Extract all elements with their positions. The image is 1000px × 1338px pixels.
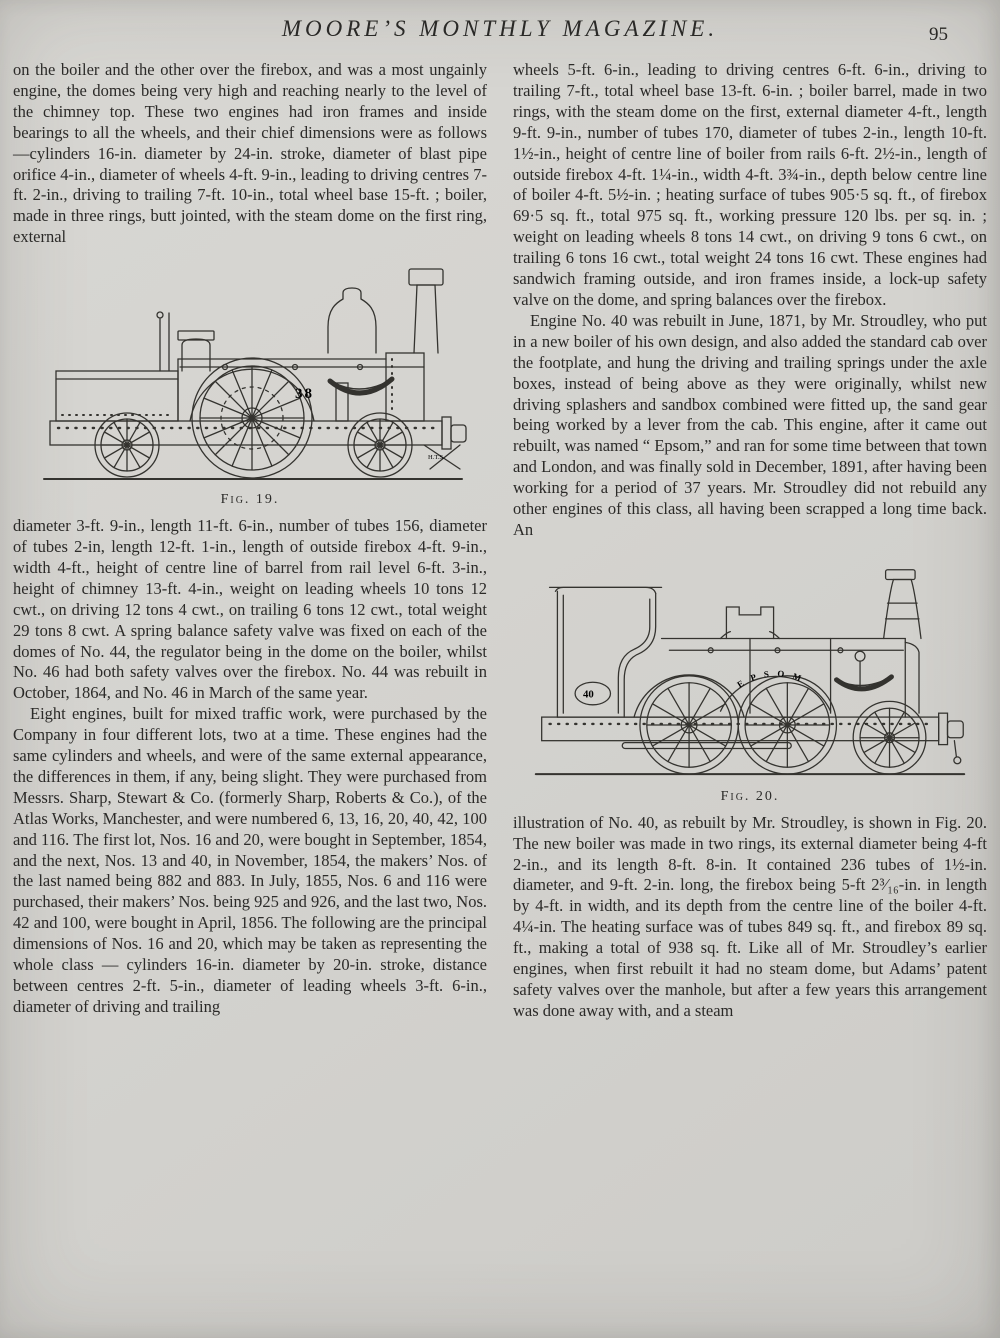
paragraph-engine-40-rebuilt: Engine No. 40 was rebuilt in June, 1871, by Mr. Stroudley, who put in a new boiler of his own design, and also added the standard cab over the footplate, and hung the driving and trailing springs under the axle boxes, instead of being above as they were originally, whilst new driving splashers and sandbox combined were fitted up, the sand gear being worked by a lever from the cab. This engine, after it came out rebuilt, was named “ Epsom,” and ran for some time between that town and London, and was finally sold in December, 1891, after having been working for a period of 37 years. Mr. Stroudley did not rebuild any other engines of this class, all having been scrapped a long time back. An (513, 310, 987, 539)
paragraph-after-fig19: diameter 3-ft. 9-in., length 11-ft. 6-in., number of tubes 156, diameter of tubes 2-in, length 12-ft. 1-in., length of outside firebox 4-ft. 9-in., width 4-ft., height of centre line of barrel from rail level 6-ft. 3-in., height of chimney 13-ft. 4-in., weight on leading wheels 10 tons 12 cwt., on driving 12 tons 4 cwt., on trailing 6 tons 12 cwt., total weight 29 tons 8 cwt. A spring balance safety valve was fixed on each of the domes of No. 44, the regulator being in the dome on the boiler, whilst No. 46 had both safety valves over the firebox. No. 44 was rebuilt in October, 1864, and No. 46 in March of the same year. (13, 516, 487, 703)
locomotive-40-drawing (524, 548, 976, 784)
paragraph-after-fig20: illustration of No. 40, as rebuilt by Mr. Stroudley, is shown in Fig. 20. The new boiler was made in two rings, its external diameter being 4-ft 2-in., and its length 8-ft. 8-in. It contained 236 tubes of 1½-in. diameter, and 9-ft. 2-in. long, the firebox being 5-ft 2³⁄₁₆-in. in length by 4-ft. in width, and its depth from the centre line of the boiler 4-ft. 4¼-in. The heating surface was of tubes 849 sq. ft., and firebox 89 sq. ft., making a total of 938 sq. ft. Like all of Mr. Stroudley’s earlier engines, when first rebuilt it had no steam dome, but Adams’ patent safety valves over the manhole, but after a few years this arrangement was done away with, and a steam (513, 812, 987, 1020)
magazine-title: MOORE’S MONTHLY MAGAZINE. (281, 16, 719, 41)
engine-number-40: 40 (582, 688, 594, 701)
epsom-nameplate: E P S O M (735, 668, 806, 690)
figure-19 (13, 255, 487, 511)
fig20-caption: Fig. 20. (720, 788, 780, 804)
paragraph-eight-engines: Eight engines, built for mixed traffic work, were purchased by the Company in four different lots, two at a time. These engines had the same cylinders and wheels, and were of the same external appearance, the differences in them, if any, being slight. They were purchased from Messrs. Sharp, Stewart & Co. (formerly Sharp, Roberts & Co.), of the Atlas Works, Manchester, and were numbered 6, 13, 16, 20, 40, 42, 100 and 116. The first lot, Nos. 16 and 20, were bought in September, 1854, and the next, Nos. 13 and 40, in November, 1854, the makers’ Nos. of the last named being 882 and 883. In July, 1855, Nos. 6 and 116 were purchased, their makers’ Nos. being 925 and 926, and the last two, Nos. 42 and 100, were bought in April, 1856. The following are the principal dimensions of Nos. 16 and 20, which may be taken as representing the whole class — cylinders 16-in. diameter by 20-in. stroke, distance between centres 2-ft. 5-in., diameter of leading wheels 3-ft. 6-in., diameter of driving and trailing (13, 704, 487, 1016)
fig19-caption: Fig. 19. (220, 492, 280, 508)
figure-20 (513, 548, 987, 808)
locomotive-38-drawing (30, 255, 470, 487)
left-column (13, 60, 487, 1338)
fig19-signature: H.T.S. (428, 454, 445, 462)
page-number: 95 (929, 24, 948, 45)
magazine-header (0, 16, 1000, 56)
paragraph-wheels-continuation: wheels 5-ft. 6-in., leading to driving centres 6-ft. 6-in., driving to trailing 7-ft., total wheel base 13-ft. 6-in. ; boiler barrel, made in two rings, with the steam dome on the first, external diameter 4-ft., length 9-ft. 9-in., number of tubes 170, diameter of tubes 2-in., length 10-ft. 1½-in., height of centre line of boiler from rails 6-ft. 2½-in., length of outside firebox 4-ft. 1¼-in., width 4-ft. 3¾-in., depth below centre line of boiler 4-ft. 5½-in. ; heating surface of tubes 905·5 sq. ft., of firebox 69·5 sq. ft., total 975 sq. ft., working pressure 120 lbs. per sq. in. ; weight on leading wheels 8 tons 14 cwt., on driving 9 tons 6 cwt., on trailing 6 tons 16 cwt., total weight 24 tons 16 cwt. These engines had sandwich framing outside, and iron frames inside, a lock-up safety valve on the dome, and spring balances over the firebox. (513, 60, 987, 309)
text-columns (13, 60, 987, 1338)
paragraph-dimensions-top: on the boiler and the other over the firebox, and was a most ungainly engine, the domes being very high and reaching nearly to the level of the chimney top. These two engines had iron frames and inside bearings to all the wheels, and their chief dimensions were as follows—cylinders 16-in. diameter by 24-in. stroke, diameter of blast pipe orifice 4-in., diameter of wheels 4-ft. 9-in., leading to driving centres 7-ft. 2-in., driving to trailing 7-ft. 10-in., total wheel base 15-ft. ; boiler, made in three rings, butt jointed, with the steam dome on the first ring, external (13, 60, 487, 247)
right-column (513, 60, 987, 1338)
engine-number-38: 38 (295, 386, 314, 403)
